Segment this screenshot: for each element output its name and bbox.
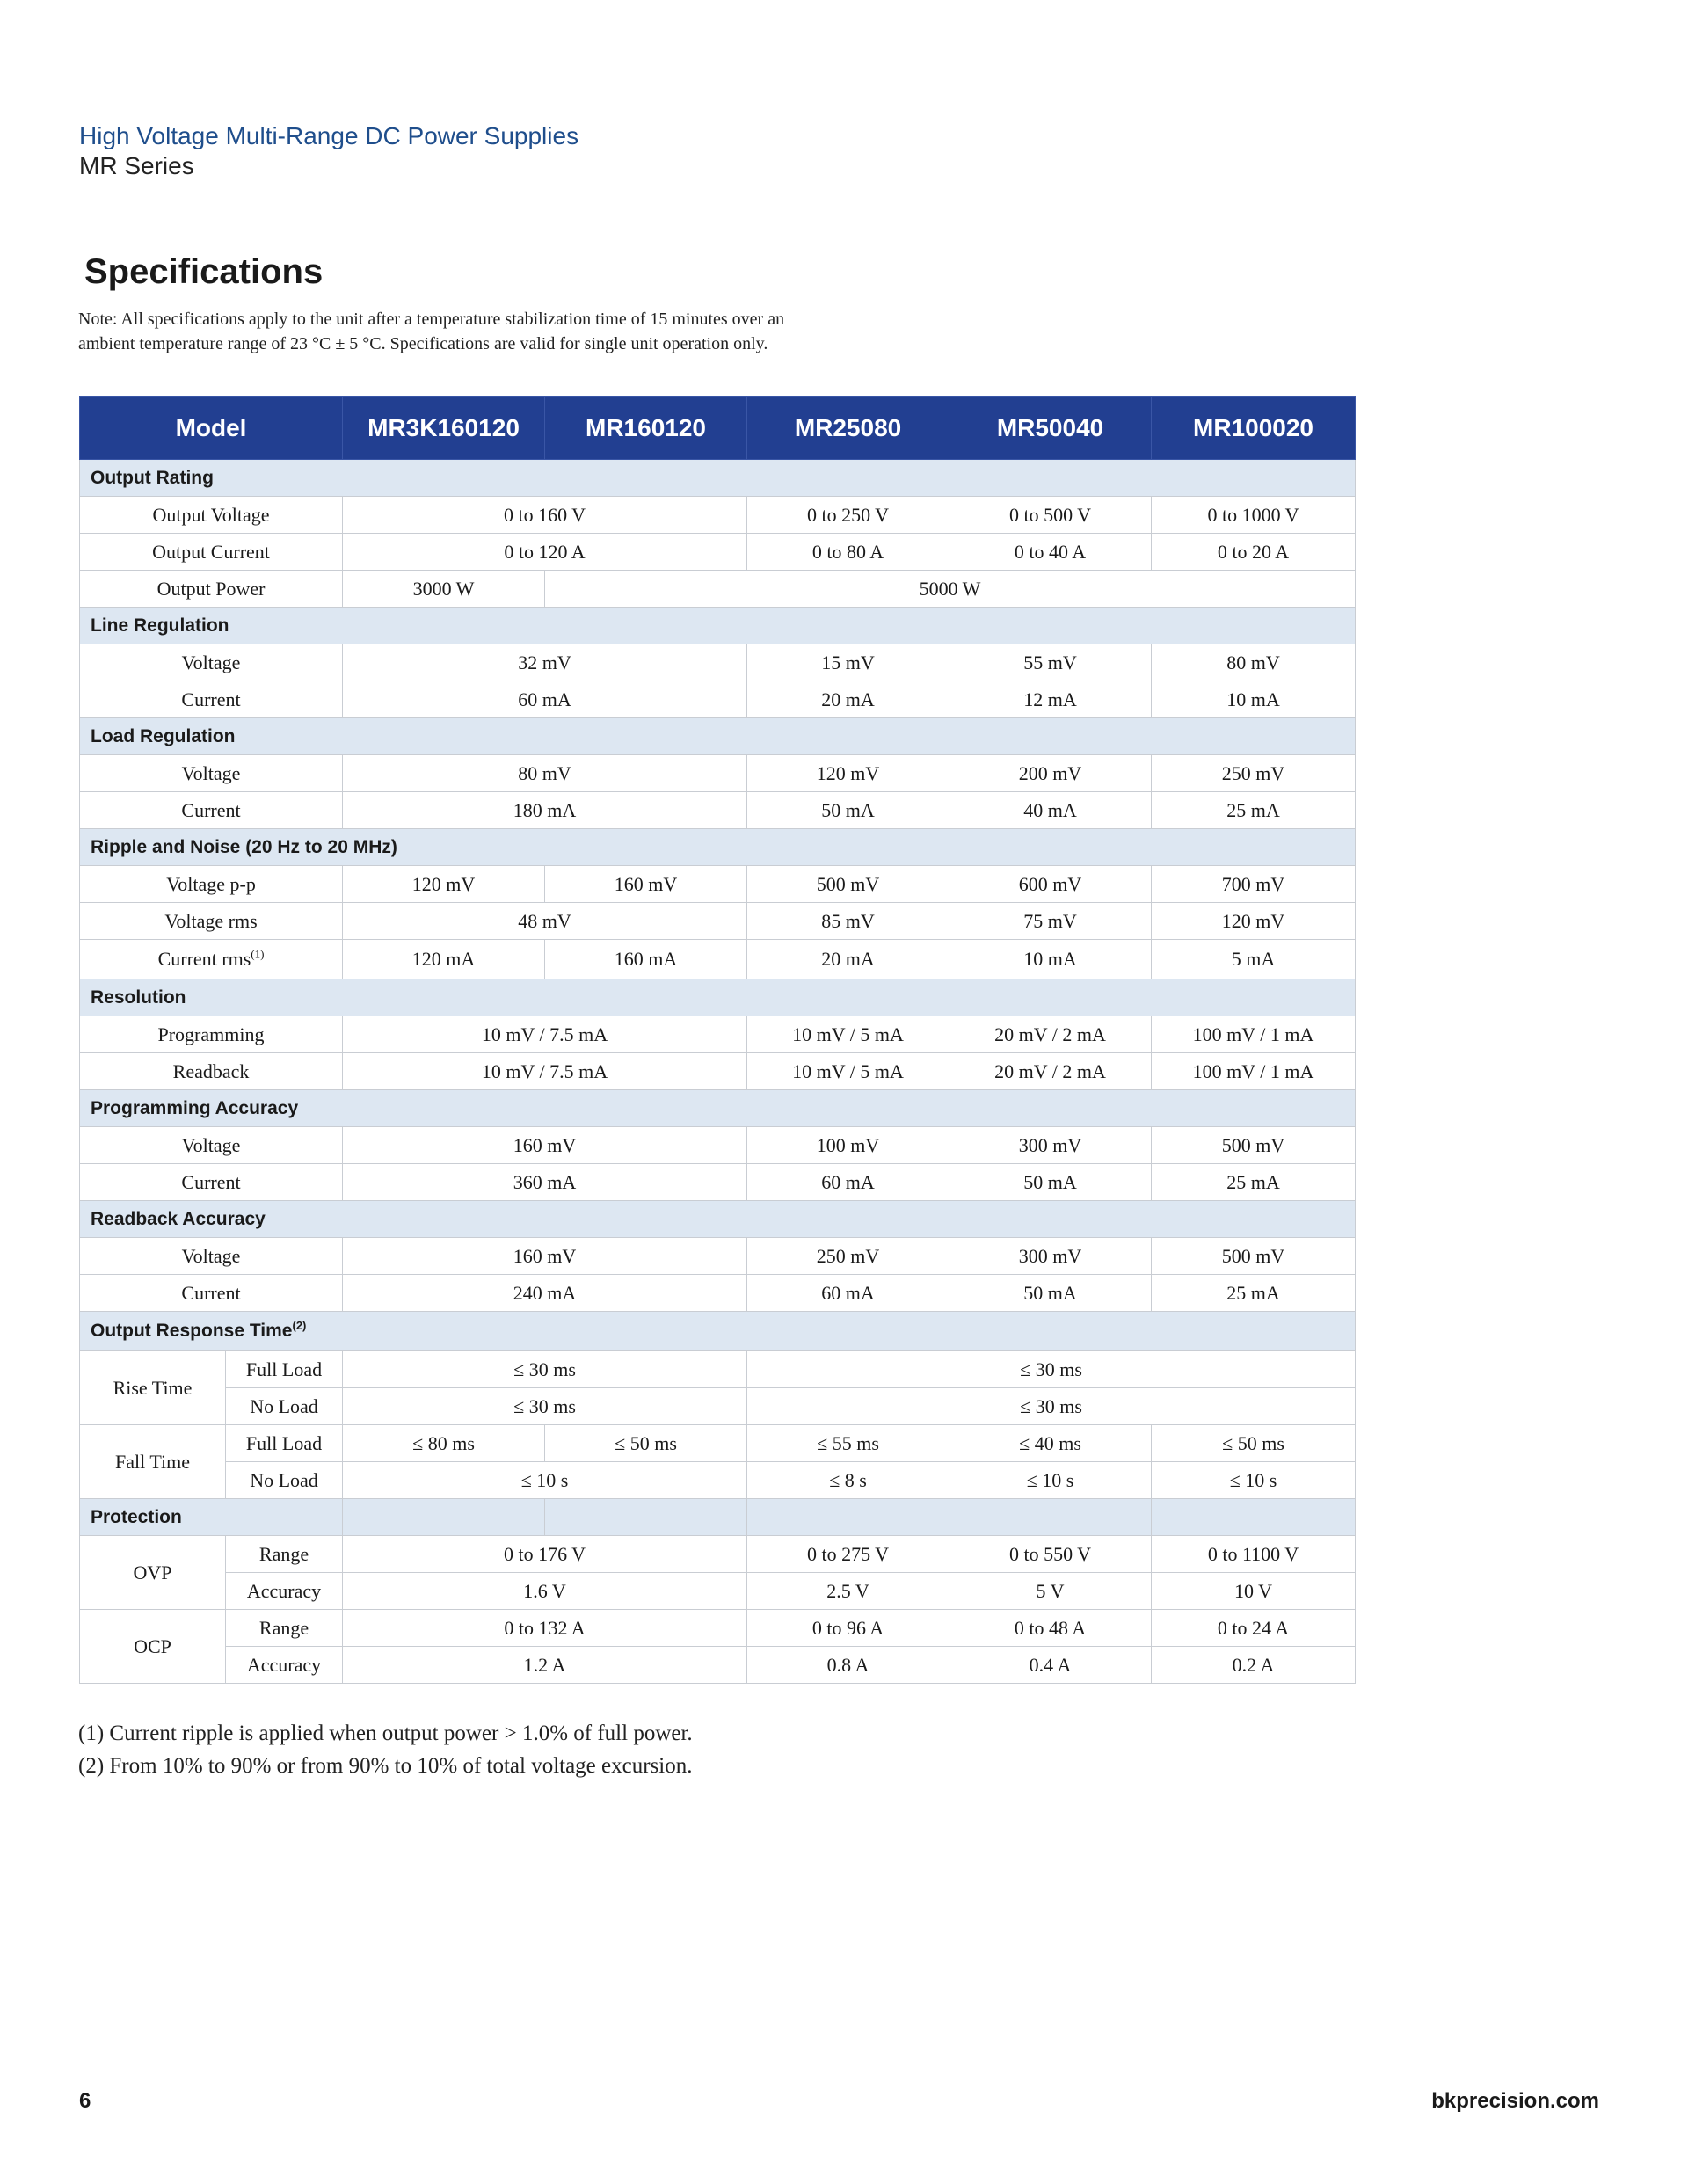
section-title xyxy=(80,1312,1356,1351)
table-cell: 60 mA xyxy=(747,1275,950,1312)
table-cell: 0.8 A xyxy=(747,1647,950,1684)
section-load-regulation xyxy=(80,718,1356,755)
table-cell: 240 mA xyxy=(343,1275,747,1312)
table-row xyxy=(80,1536,1356,1573)
table-cell: 0 to 275 V xyxy=(747,1536,950,1573)
table-row xyxy=(80,940,1356,979)
table-cell: 500 mV xyxy=(1152,1238,1356,1275)
row-group-label: Fall Time xyxy=(80,1425,226,1499)
footnote-2: (2) From 10% to 90% or from 90% to 10% of total voltage excursion. xyxy=(78,1754,693,1778)
row-group-label: OCP xyxy=(80,1610,226,1684)
table-cell: 360 mA xyxy=(343,1164,747,1201)
table-cell: 40 mA xyxy=(950,792,1152,829)
table-row xyxy=(80,1275,1356,1312)
row-label: Voltage rms xyxy=(80,903,343,940)
row-label: Voltage xyxy=(80,755,343,792)
section-blank-cell xyxy=(747,1499,950,1536)
row-label: Current xyxy=(80,1275,343,1312)
note-line-1: Note: All specifications apply to the unit after a temperature stabilization time of 15 minutes over an xyxy=(78,309,785,329)
row-label: Voltage xyxy=(80,1238,343,1275)
table-cell: 12 mA xyxy=(950,681,1152,718)
row-sub-label: Range xyxy=(226,1536,343,1573)
row-label: Programming xyxy=(80,1016,343,1053)
row-sub-label: Accuracy xyxy=(226,1573,343,1610)
section-title: Load Regulation xyxy=(80,718,1356,755)
row-sub-label: Full Load xyxy=(226,1351,343,1388)
table-cell: 20 mV / 2 mA xyxy=(950,1053,1152,1090)
table-cell: 500 mV xyxy=(1152,1127,1356,1164)
table-header-row xyxy=(80,397,1356,460)
header-mr25080: MR25080 xyxy=(747,397,950,460)
table-cell: 50 mA xyxy=(950,1275,1152,1312)
table-cell: 5 mA xyxy=(1152,940,1356,979)
table-row xyxy=(80,1388,1356,1425)
table-cell: 2.5 V xyxy=(747,1573,950,1610)
row-group-label: Rise Time xyxy=(80,1351,226,1425)
table-cell: 0.4 A xyxy=(950,1647,1152,1684)
table-cell: ≤ 10 s xyxy=(1152,1462,1356,1499)
row-sub-label: Full Load xyxy=(226,1425,343,1462)
table-row xyxy=(80,1238,1356,1275)
table-cell: 50 mA xyxy=(950,1164,1152,1201)
table-cell: 0 to 160 V xyxy=(343,497,747,534)
table-cell: ≤ 30 ms xyxy=(343,1388,747,1425)
table-row xyxy=(80,534,1356,571)
table-cell: 48 mV xyxy=(343,903,747,940)
table-cell: 80 mV xyxy=(343,755,747,792)
table-cell: 160 mV xyxy=(343,1238,747,1275)
table-cell: ≤ 50 ms xyxy=(1152,1425,1356,1462)
row-sub-label: Range xyxy=(226,1610,343,1647)
table-row xyxy=(80,1053,1356,1090)
section-line-regulation xyxy=(80,608,1356,644)
section-title: Output Rating xyxy=(80,460,1356,497)
table-cell: 10 V xyxy=(1152,1573,1356,1610)
table-cell: 1.6 V xyxy=(343,1573,747,1610)
table-cell: 100 mV xyxy=(747,1127,950,1164)
table-cell: 10 mA xyxy=(1152,681,1356,718)
section-blank-cell xyxy=(950,1499,1152,1536)
table-cell: 0 to 500 V xyxy=(950,497,1152,534)
table-cell: 200 mV xyxy=(950,755,1152,792)
table-cell: 0 to 40 A xyxy=(950,534,1152,571)
row-label: Readback xyxy=(80,1053,343,1090)
header-mr160120: MR160120 xyxy=(545,397,747,460)
table-cell: 20 mV / 2 mA xyxy=(950,1016,1152,1053)
table-cell: 10 mA xyxy=(950,940,1152,979)
table-cell: 25 mA xyxy=(1152,792,1356,829)
table-cell: 85 mV xyxy=(747,903,950,940)
header-mr100020: MR100020 xyxy=(1152,397,1356,460)
table-row xyxy=(80,792,1356,829)
note-line-2: ambient temperature range of 23 °C ± 5 °C. Specifications are valid for single unit operation only. xyxy=(78,334,768,353)
table-cell: 120 mV xyxy=(1152,903,1356,940)
table-cell: 50 mA xyxy=(747,792,950,829)
footnote-1: (1) Current ripple is applied when output power > 1.0% of full power. xyxy=(78,1722,693,1745)
section-title: Line Regulation xyxy=(80,608,1356,644)
table-cell: 250 mV xyxy=(747,1238,950,1275)
footnotes xyxy=(78,1717,693,1782)
section-readback-accuracy xyxy=(80,1201,1356,1238)
table-cell: 0.2 A xyxy=(1152,1647,1356,1684)
table-row xyxy=(80,1462,1356,1499)
row-label-text: Current rms xyxy=(157,948,251,970)
table-cell: 0 to 20 A xyxy=(1152,534,1356,571)
table-cell: 160 mV xyxy=(545,866,747,903)
table-cell: ≤ 50 ms xyxy=(545,1425,747,1462)
table-cell: 0 to 24 A xyxy=(1152,1610,1356,1647)
table-cell: 20 mA xyxy=(747,940,950,979)
table-cell: 0 to 250 V xyxy=(747,497,950,534)
section-output-response-time xyxy=(80,1312,1356,1351)
table-cell: 1.2 A xyxy=(343,1647,747,1684)
table-cell: 25 mA xyxy=(1152,1164,1356,1201)
section-ripple-noise xyxy=(80,829,1356,866)
row-label: Output Current xyxy=(80,534,343,571)
table-cell: 32 mV xyxy=(343,644,747,681)
row-label: Voltage p-p xyxy=(80,866,343,903)
document-title: High Voltage Multi-Range DC Power Supplies xyxy=(79,122,579,149)
table-cell: 300 mV xyxy=(950,1238,1152,1275)
table-cell: 60 mA xyxy=(747,1164,950,1201)
table-cell: ≤ 30 ms xyxy=(343,1351,747,1388)
row-sub-label: No Load xyxy=(226,1462,343,1499)
table-cell: 20 mA xyxy=(747,681,950,718)
table-cell: ≤ 10 s xyxy=(950,1462,1152,1499)
header-model: Model xyxy=(80,397,343,460)
table-cell: 5000 W xyxy=(545,571,1356,608)
footnote-ref-1: (1) xyxy=(251,947,265,961)
table-cell: 10 mV / 7.5 mA xyxy=(343,1016,747,1053)
specifications-note xyxy=(78,307,957,356)
table-cell: ≤ 55 ms xyxy=(747,1425,950,1462)
page-number: 6 xyxy=(79,2089,91,2113)
table-cell: 180 mA xyxy=(343,792,747,829)
section-programming-accuracy xyxy=(80,1090,1356,1127)
table-cell: ≤ 30 ms xyxy=(747,1351,1356,1388)
table-row xyxy=(80,1351,1356,1388)
row-label: Output Voltage xyxy=(80,497,343,534)
table-cell: 0 to 96 A xyxy=(747,1610,950,1647)
table-cell: ≤ 80 ms xyxy=(343,1425,545,1462)
table-cell: 60 mA xyxy=(343,681,747,718)
table-row xyxy=(80,571,1356,608)
table-cell: 10 mV / 7.5 mA xyxy=(343,1053,747,1090)
table-cell: ≤ 8 s xyxy=(747,1462,950,1499)
table-cell: 0 to 80 A xyxy=(747,534,950,571)
section-title-text: Output Response Time xyxy=(91,1321,293,1341)
table-row xyxy=(80,1164,1356,1201)
table-row xyxy=(80,1016,1356,1053)
row-label xyxy=(80,940,343,979)
table-cell: 120 mA xyxy=(343,940,545,979)
table-row xyxy=(80,681,1356,718)
table-cell: 120 mV xyxy=(343,866,545,903)
row-sub-label: Accuracy xyxy=(226,1647,343,1684)
document-subtitle: MR Series xyxy=(79,152,194,179)
table-row xyxy=(80,497,1356,534)
row-label: Current xyxy=(80,792,343,829)
table-cell: 500 mV xyxy=(747,866,950,903)
row-sub-label: No Load xyxy=(226,1388,343,1425)
table-row xyxy=(80,1647,1356,1684)
section-title: Programming Accuracy xyxy=(80,1090,1356,1127)
table-row xyxy=(80,1573,1356,1610)
table-cell: 300 mV xyxy=(950,1127,1152,1164)
table-cell: 120 mV xyxy=(747,755,950,792)
header-mr50040: MR50040 xyxy=(950,397,1152,460)
table-cell: 75 mV xyxy=(950,903,1152,940)
row-label: Voltage xyxy=(80,644,343,681)
table-row xyxy=(80,903,1356,940)
table-cell: ≤ 10 s xyxy=(343,1462,747,1499)
specifications-heading: Specifications xyxy=(84,252,324,291)
specifications-table xyxy=(79,396,1356,1684)
table-cell: 10 mV / 5 mA xyxy=(747,1016,950,1053)
section-output-rating xyxy=(80,460,1356,497)
table-cell: 55 mV xyxy=(950,644,1152,681)
table-row xyxy=(80,755,1356,792)
table-cell: 0 to 1100 V xyxy=(1152,1536,1356,1573)
section-title: Readback Accuracy xyxy=(80,1201,1356,1238)
table-cell: 80 mV xyxy=(1152,644,1356,681)
section-blank-cell xyxy=(545,1499,747,1536)
table-row xyxy=(80,1610,1356,1647)
section-title: Resolution xyxy=(80,979,1356,1016)
table-cell: 160 mA xyxy=(545,940,747,979)
header-mr3k160120: MR3K160120 xyxy=(343,397,545,460)
table-cell: 0 to 1000 V xyxy=(1152,497,1356,534)
table-row xyxy=(80,866,1356,903)
section-resolution xyxy=(80,979,1356,1016)
row-label: Output Power xyxy=(80,571,343,608)
section-blank-cell xyxy=(1152,1499,1356,1536)
website-link[interactable]: bkprecision.com xyxy=(1431,2089,1599,2113)
table-cell: 600 mV xyxy=(950,866,1152,903)
table-cell: 100 mV / 1 mA xyxy=(1152,1053,1356,1090)
table-cell: ≤ 30 ms xyxy=(747,1388,1356,1425)
table-cell: 25 mA xyxy=(1152,1275,1356,1312)
section-title: Protection xyxy=(80,1499,343,1536)
table-cell: 160 mV xyxy=(343,1127,747,1164)
row-label: Current xyxy=(80,1164,343,1201)
section-title: Ripple and Noise (20 Hz to 20 MHz) xyxy=(80,829,1356,866)
table-cell: 10 mV / 5 mA xyxy=(747,1053,950,1090)
table-cell: 100 mV / 1 mA xyxy=(1152,1016,1356,1053)
table-cell: 0 to 120 A xyxy=(343,534,747,571)
table-cell: 0 to 48 A xyxy=(950,1610,1152,1647)
row-label: Current xyxy=(80,681,343,718)
footnote-ref-2: (2) xyxy=(292,1319,307,1332)
table-cell: 700 mV xyxy=(1152,866,1356,903)
table-cell: 0 to 132 A xyxy=(343,1610,747,1647)
table-cell: 0 to 550 V xyxy=(950,1536,1152,1573)
table-row xyxy=(80,1425,1356,1462)
table-cell: 0 to 176 V xyxy=(343,1536,747,1573)
table-cell: ≤ 40 ms xyxy=(950,1425,1152,1462)
row-label: Voltage xyxy=(80,1127,343,1164)
table-row xyxy=(80,644,1356,681)
table-cell: 3000 W xyxy=(343,571,545,608)
table-cell: 250 mV xyxy=(1152,755,1356,792)
row-group-label: OVP xyxy=(80,1536,226,1610)
table-cell: 15 mV xyxy=(747,644,950,681)
section-protection xyxy=(80,1499,1356,1536)
table-row xyxy=(80,1127,1356,1164)
table-cell: 5 V xyxy=(950,1573,1152,1610)
section-blank-cell xyxy=(343,1499,545,1536)
